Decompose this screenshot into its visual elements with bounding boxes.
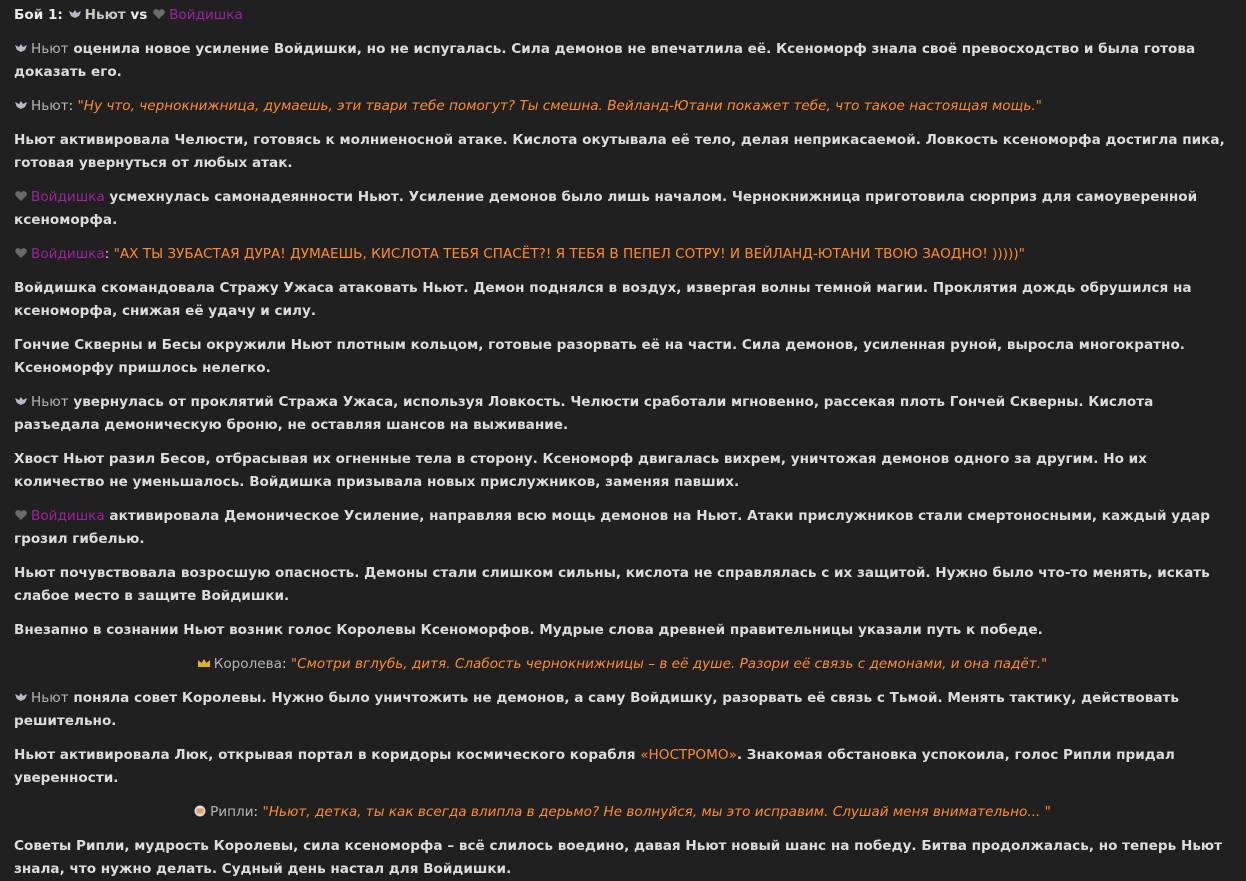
narration-paragraph — [14, 744, 1230, 790]
narration-text: Ньют почувствовала возросшую опасность. Демоны стали слишком сильны, кислота не справлялась с их защитой. Нужно было что-то менять, искать слабое место в защите Войдишки. — [14, 565, 1210, 604]
xenomorph-icon — [14, 99, 28, 111]
speaker-name-void: Войдишка — [31, 246, 105, 262]
narration-paragraph — [14, 38, 1230, 84]
dialogue-quote: "Смотри вглубь, дитя. Слабость чернокнижницы – в её душе. Разори её связь с демонами, и она падёт." — [290, 656, 1048, 672]
narration-text: Советы Рипли, мудрость Королевы, сила ксеноморфа – всё слилось воедино, давая Ньют новый шанс на победу. Битва продолжалась, но теперь Ньют знала, что нужно делать. Судный день настал для Войдишки. — [14, 838, 1223, 877]
title-void-name: Войдишка — [169, 7, 243, 23]
narration-text: усмехнулась самонадеянности Ньют. Усиление демонов было лишь началом. Чернокнижница приготовила сюрприз для самоуверенной ксеноморфа. — [14, 189, 1198, 228]
speaker-name-void: Войдишка — [31, 508, 105, 524]
speaker-name-newt: Ньют — [31, 394, 69, 410]
dialogue-line — [14, 653, 1230, 676]
title-vs: vs — [125, 7, 153, 23]
narration-paragraph — [14, 505, 1230, 551]
narration-text: Внезапно в сознании Ньют возник голос Королевы Ксеноморфов. Мудрые слова древней правительницы указали путь к победе. — [14, 622, 1043, 638]
dialogue-quote: "Ну что, чернокнижница, думаешь, эти твари тебе помогут? Ты смешна. Вейланд-Ютани покажет тебе, что такое настоящая мощь." — [77, 98, 1042, 114]
narration-paragraph — [14, 334, 1230, 380]
narration-paragraph — [14, 277, 1230, 323]
speaker-name-newt: Ньют — [31, 41, 69, 57]
narration-paragraph — [14, 687, 1230, 733]
dialogue-line — [14, 95, 1230, 118]
xenomorph-icon — [14, 395, 28, 407]
crown-icon — [197, 657, 211, 669]
speaker-name-newt: Ньют — [31, 98, 69, 114]
dialogue-quote: "Ньют, детка, ты как всегда влипла в дерьмо? Не волнуйся, мы это исправим. Слушай меня внимательно... " — [262, 804, 1051, 820]
narration-text: Войдишка скомандовала Стражу Ужаса атаковать Ньют. Демон поднялся в воздух, извергая волны темной магии. Проклятия дождь обрушился на ксеноморфа, снижая её удачу и силу. — [14, 280, 1192, 319]
narration-text: увернулась от проклятий Стража Ужаса, используя Ловкость. Челюсти сработали мгновенно, рассекая плоть Гончей Скверны. Кислота разъедала демоническую броню, не оставляя шансов на выживание. — [14, 394, 1154, 433]
title-newt-name: Ньют — [84, 7, 126, 23]
battle-title-prefix: Бой 1: — [14, 7, 68, 23]
dialogue-line — [14, 801, 1230, 824]
narration-text: активировала Демоническое Усиление, направляя всю мощь демонов на Ньют. Атаки прислужников стали смертоносными, каждый удар грозил гибелью. — [14, 508, 1210, 547]
speaker-name-ripley: Рипли — [210, 804, 254, 820]
ship-name: «НОСТРОМО» — [640, 747, 737, 763]
narration-paragraph — [14, 448, 1230, 494]
narration-paragraph — [14, 619, 1230, 642]
narration-text: Ньют активировала Люк, открывая портал в коридоры космического корабля — [14, 747, 641, 763]
narration-paragraph — [14, 562, 1230, 608]
speaker-separator: : — [104, 246, 114, 262]
narration-text: поняла совет Королевы. Нужно было уничтожить не демонов, а саму Войдишку, разорвать её связь с Тьмой. Менять тактику, действовать решительно. — [14, 690, 1179, 729]
speaker-separator: : — [282, 656, 291, 672]
speaker-separator: : — [253, 804, 263, 820]
xenomorph-icon — [14, 42, 28, 54]
narration-text: Хвост Ньют разил Бесов, отбрасывая их огненные тела в сторону. Ксеноморф двигалась вихрем, уничтожая демонов одного за другим. Но их количество не уменьшалось. Войдишка призывала новых прислужников, заменяя павших. — [14, 451, 1147, 490]
speaker-name-void: Войдишка — [31, 189, 105, 205]
speaker-name-queen: Королева — [213, 656, 283, 672]
xenomorph-icon — [68, 8, 82, 20]
dialogue-quote: "АХ ТЫ ЗУБАСТАЯ ДУРА! ДУМАЕШЬ, КИСЛОТА ТЕБЯ СПАСЁТ?! Я ТЕБЯ В ПЕПЕЛ СОТРУ! И ВЕЙЛАНД-ЮТАНИ ТВОЮ ЗАОДНО! )))))" — [113, 246, 1025, 262]
astronaut-icon — [193, 805, 207, 817]
narration-text: Гончие Скверны и Бесы окружили Ньют плотным кольцом, готовые разорвать её на части. Сила демонов, усиленная руной, выросла многократно. Ксеноморфу пришлось нелегко. — [14, 337, 1185, 376]
dialogue-line — [14, 243, 1230, 266]
speaker-separator: : — [68, 98, 78, 114]
xenomorph-icon — [14, 691, 28, 703]
black-heart-icon — [14, 190, 28, 202]
black-heart-icon — [14, 509, 28, 521]
narration-paragraph — [14, 129, 1230, 175]
speaker-name-newt: Ньют — [31, 690, 69, 706]
narration-paragraph — [14, 391, 1230, 437]
narration-text: оценила новое усиление Войдишки, но не испугалась. Сила демонов не впечатлила её. Ксеноморф знала своё превосходство и была готова доказать его. — [14, 41, 1196, 80]
black-heart-icon — [152, 8, 166, 20]
narration-paragraph — [14, 835, 1230, 881]
black-heart-icon — [14, 247, 28, 259]
narration-text: . Знакомая обстановка успокоила, голос Рипли придал уверенности. — [14, 747, 1175, 786]
narration-paragraph — [14, 186, 1230, 232]
battle-title — [14, 4, 1230, 27]
narration-text: Ньют активировала Челюсти, готовясь к молниеносной атаке. Кислота окутывала её тело, делая неприкасаемой. Ловкость ксеноморфа достигла пика, готовая увернуться от любых атак. — [14, 132, 1225, 171]
